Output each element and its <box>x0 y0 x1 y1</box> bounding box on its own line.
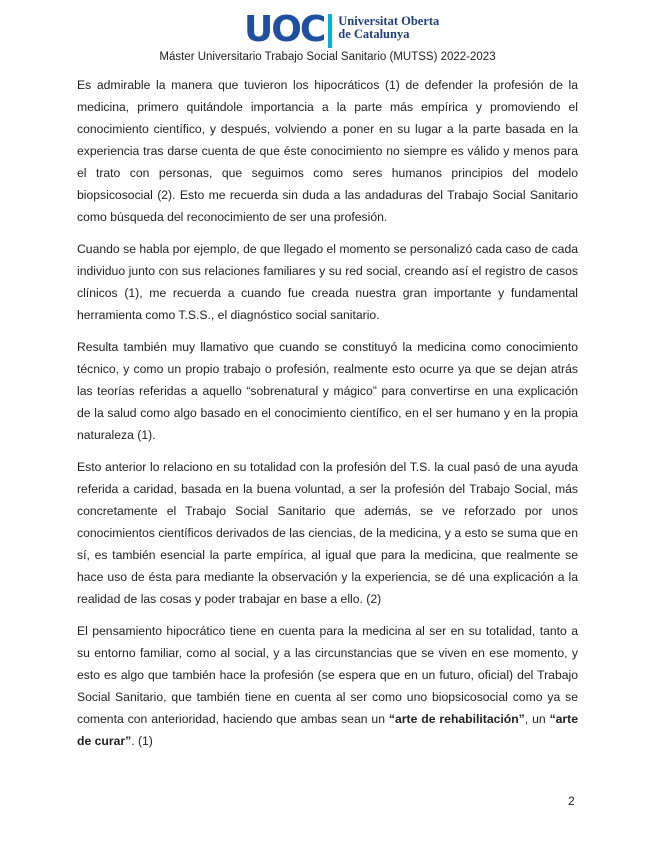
uoc-logo-text: UOC <box>244 9 325 50</box>
university-name <box>338 15 439 41</box>
paragraph-3: Resulta también muy llamativo que cuando se constituyó la medicina como conocimiento técnico, y como un propio trabajo o profesión, realmente esto ocurre ya que se dejan atrás las teorías referidas a aquello “sobrenatural y mágico” para convertirse en una explicación de la salud como algo basado en el conocimiento científico, en el ser humano y en la propia naturaleza (1). <box>77 340 578 442</box>
uoc-logo <box>244 8 439 48</box>
bold-phrase-curar: “arte de curar” <box>77 712 579 748</box>
paragraph-2: Cuando se habla por ejemplo, de que llegado el momento se personalizó cada caso de cada individuo junto con sus relaciones familiares y su red social, creando así el registro de casos clínicos (1), me recuerda a cuando fue creada nuestra gran importante y fundamental herramienta como T.S.S., el diagnóstico social sanitario. <box>77 242 578 322</box>
paragraph-5 <box>77 620 578 752</box>
logo-accent-bar <box>328 14 332 48</box>
paragraph-4: Esto anterior lo relaciono en su totalidad con la profesión del T.S. la cual pasó de una ayuda referida a caridad, basada en la buena voluntad, a ser la profesión del Trabajo Social, más concretamente el Trabajo Social Sanitario que además, se ve reforzado por unos conocimientos científicos derivados de las ciencias, de la medicina, y a esto se suma que en sí, es también esencial la parte empírica, al igual que para la medicina, que realmente se hace uso de ésta para mediante la observación y la experiencia, se dé una explicación a la realidad de las cosas y poder trabajar en base a ello. (2) <box>77 460 578 606</box>
page-number: 2 <box>568 794 575 808</box>
bold-phrase-rehabilitacion: “arte de rehabilitación” <box>388 712 525 726</box>
paragraph-5-end: . (1) <box>131 734 153 748</box>
paragraph-5-separator: , un <box>524 712 550 726</box>
document-body <box>77 74 578 762</box>
uoc-logo-mark <box>244 8 338 48</box>
course-header: Máster Universitario Trabajo Social Sanitario (MUTSS) 2022-2023 <box>159 51 496 63</box>
university-name-line2: de Catalunya <box>338 27 410 41</box>
university-name-line1: Universitat Oberta <box>338 14 440 28</box>
paragraph-1: Es admirable la manera que tuvieron los hipocráticos (1) de defender la profesión de la medicina, primero quitándole importancia a la parte más empírica y promoviendo el conocimiento científico, y después, volviendo a poner en su lugar a la parte basada en la experiencia tras darse cuenta de que éste conocimiento no siempre es válido y menos para el trato con personas, que seguimos como seres humanos principios del modelo biopsicosocial (2). Esto me recuerda sin duda a las andaduras del Trabajo Social Sanitario como búsqueda del reconocimiento de ser una profesión. <box>77 78 578 224</box>
paragraph-5-text: El pensamiento hipocrático tiene en cuenta para la medicina al ser en su totalidad, tanto a su entorno familiar, como al social, y a las circunstancias que se viven en ese momento, y esto es algo que también hace la profesión (se espera que en un futuro, oficial) del Trabajo Social Sanitario, que también tiene en cuenta al ser como uno biopsicosocial como ya se comenta con anterioridad, haciendo que ambas sean un <box>77 624 578 726</box>
